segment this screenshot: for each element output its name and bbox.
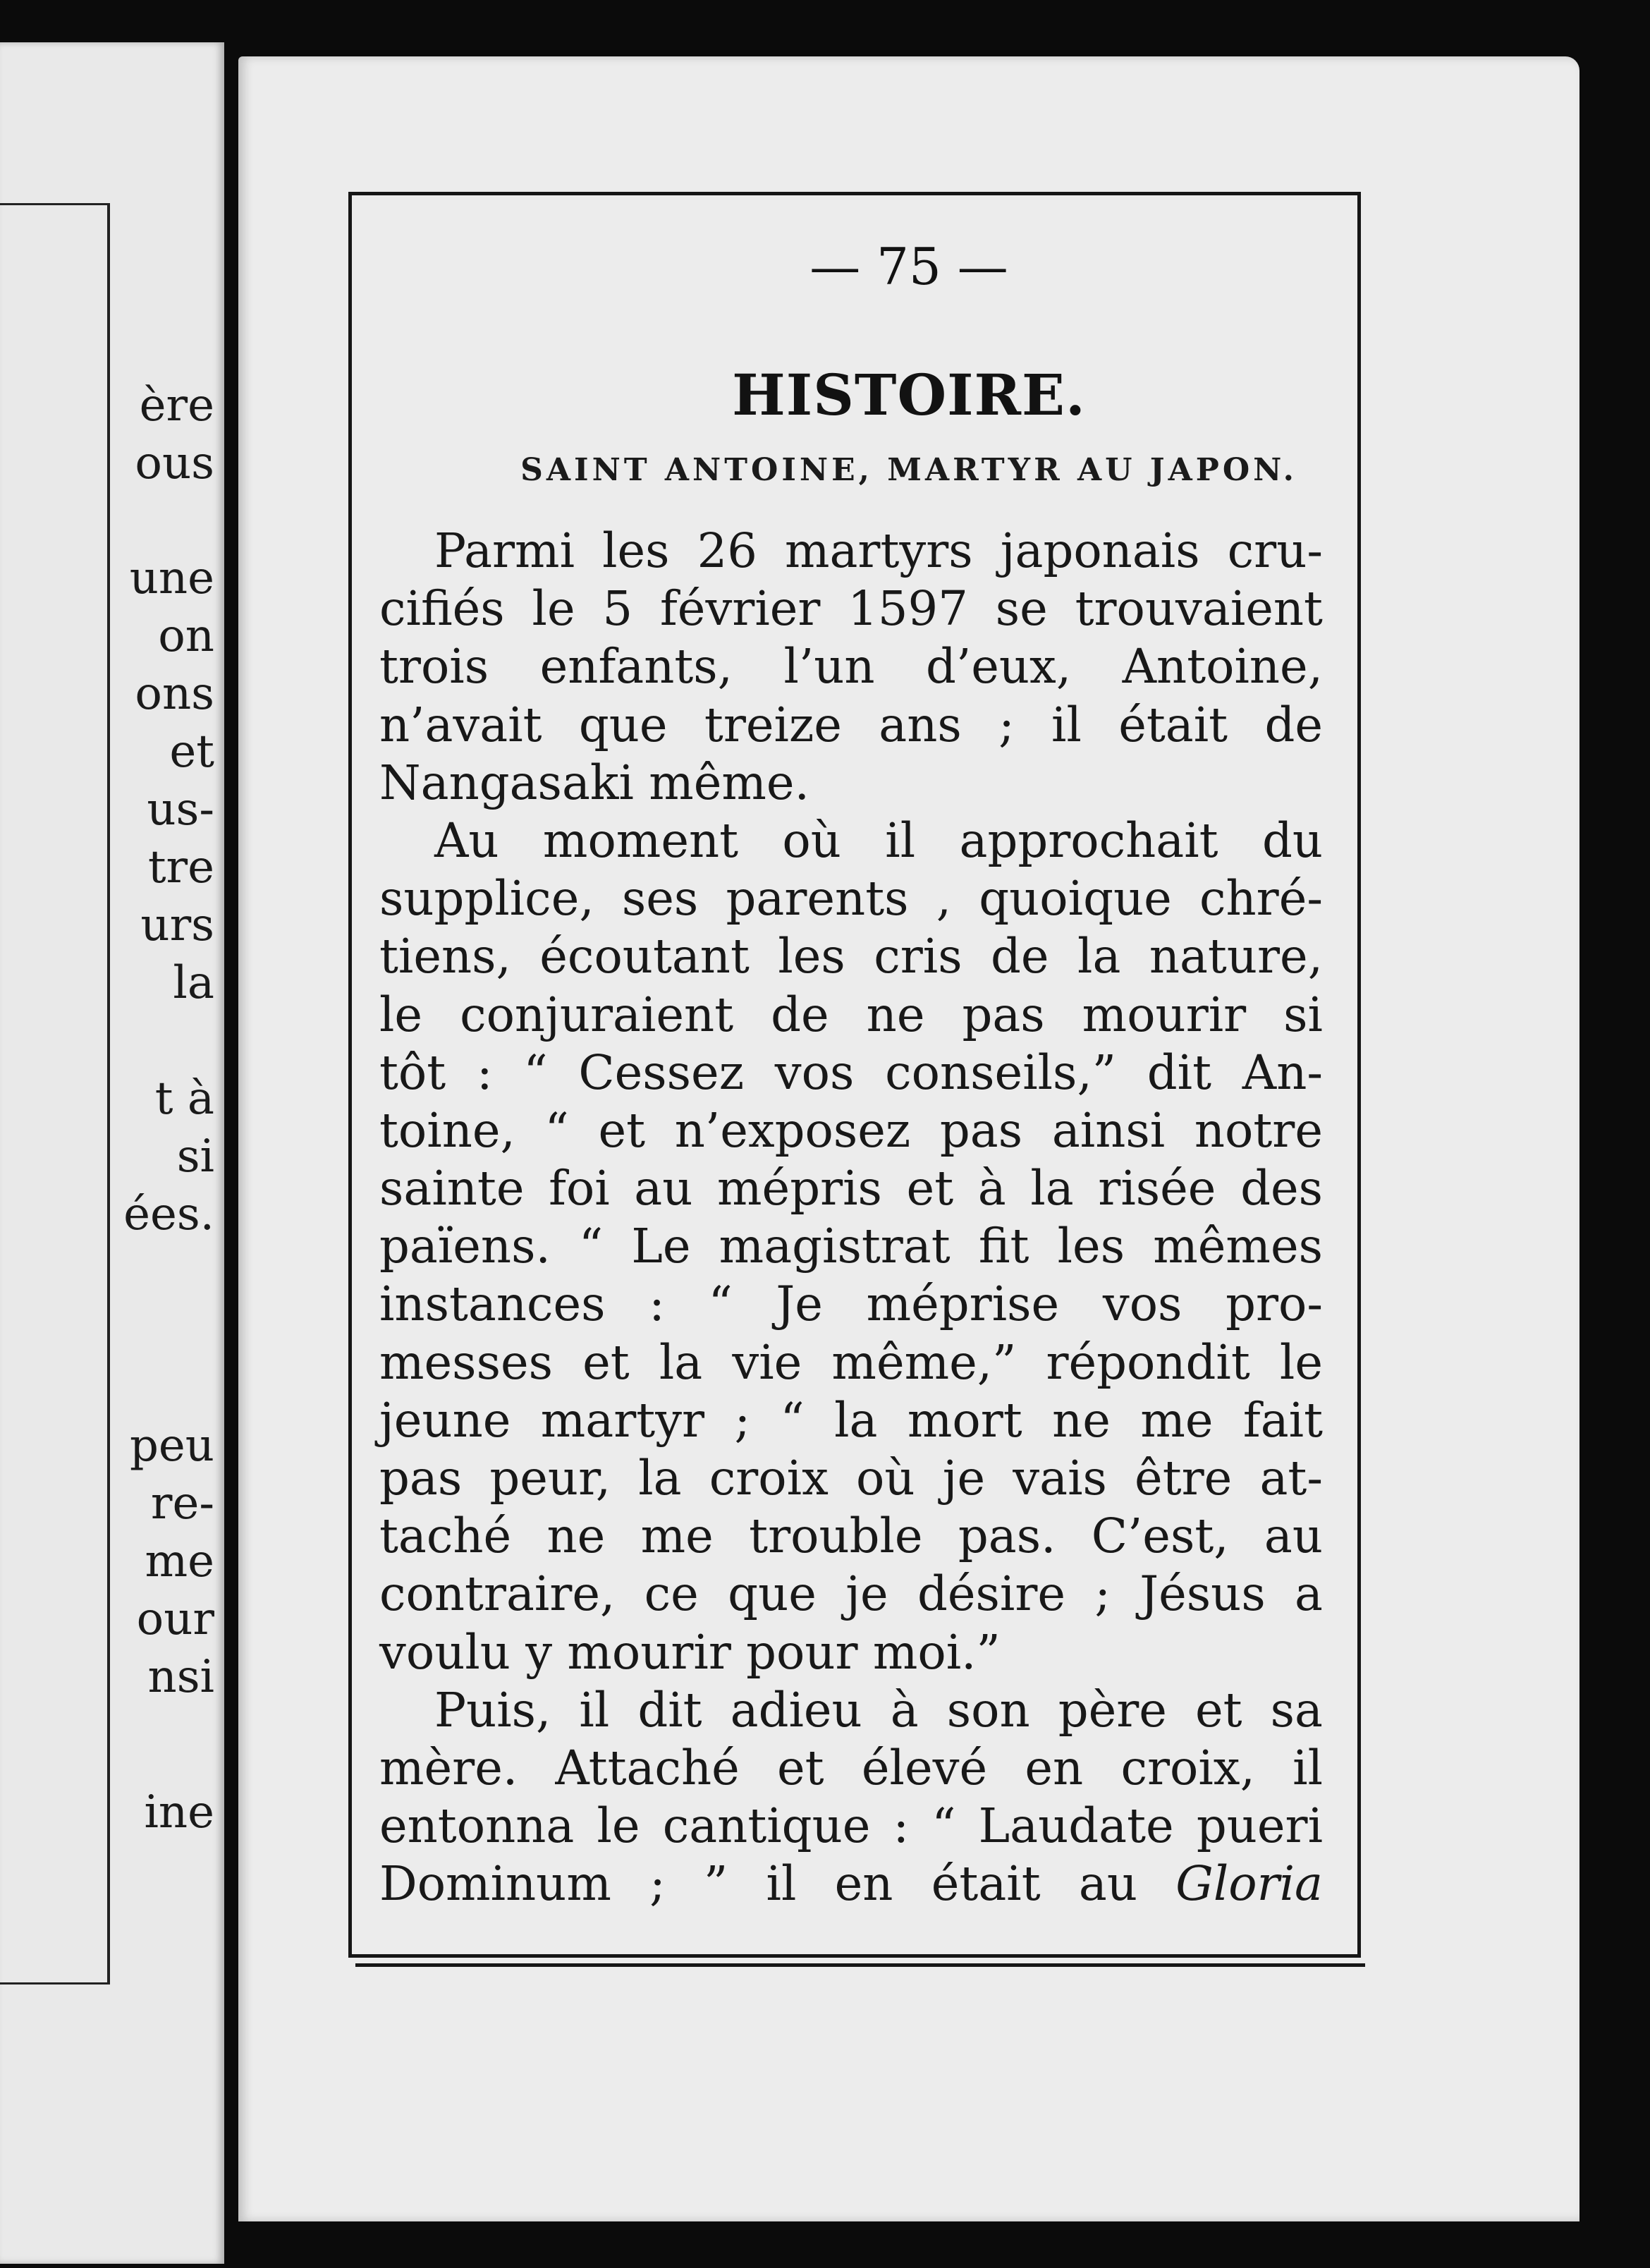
previous-page-fragment: et <box>169 726 214 778</box>
previous-page-fragment: tre <box>147 841 214 894</box>
text-line: Parmi les 26 martyrs japonais cru- <box>434 523 1323 578</box>
text-line: entonna le cantique : “ Laudate pueri <box>379 1798 1323 1854</box>
text-line: voulu y mourir pour moi.” <box>379 1624 1001 1680</box>
text-line: le conjuraient de ne pas mourir si <box>379 987 1323 1042</box>
previous-page-fragment: ées. <box>123 1188 214 1240</box>
text-line: cifiés le 5 février 1597 se trouvaient <box>379 581 1323 637</box>
italic-word: Gloria <box>1175 1856 1323 1912</box>
text-line-start: Dominum ; ” il en était au <box>379 1856 1137 1912</box>
previous-page-frame <box>0 203 110 1984</box>
text-line: instances : “ Je méprise vos pro- <box>379 1276 1323 1332</box>
previous-page-fragment: si <box>176 1130 214 1183</box>
text-line: Puis, il dit adieu à son père et sa <box>434 1682 1323 1738</box>
previous-page-fragment: us- <box>147 784 214 836</box>
previous-page-fragment: ons <box>135 668 214 720</box>
text-line: Nangasaki même. <box>379 755 809 810</box>
book-page <box>238 56 1579 2221</box>
text-line: tiens, écoutant les cris de la nature, <box>379 929 1323 984</box>
previous-page-fragment: ère <box>139 379 214 432</box>
body-text <box>379 522 1323 1913</box>
previous-page-fragment: une <box>129 552 214 604</box>
text-line: sainte foi au mépris et à la risée des <box>379 1161 1323 1217</box>
text-line: Au moment où il approchait du <box>434 812 1323 868</box>
text-line: jeune martyr ; “ la mort ne me fait <box>379 1392 1323 1448</box>
text-line: n’avait que treize ans ; il était de <box>379 697 1323 752</box>
previous-page-fragment: peu <box>129 1420 214 1472</box>
previous-page <box>0 42 224 2264</box>
previous-page-fragment: ine <box>144 1786 214 1839</box>
previous-page-fragment: la <box>173 957 214 1009</box>
previous-page-fragment: re- <box>150 1477 214 1530</box>
text-line: supplice, ses parents , quoique chré- <box>379 871 1323 927</box>
bottom-rule <box>355 1963 1365 1967</box>
previous-page-fragment: on <box>158 610 214 662</box>
text-line: messes et la vie même,” répondit le <box>379 1334 1323 1390</box>
chapter-heading: HISTOIRE. <box>732 362 1086 428</box>
previous-page-fragment: our <box>136 1593 214 1645</box>
previous-page-fragment: nsi <box>147 1651 214 1703</box>
text-line: trois enfants, l’un d’eux, Antoine, <box>379 639 1323 695</box>
text-line: pas peur, la croix où je vais être at- <box>379 1451 1323 1506</box>
previous-page-fragment: urs <box>140 899 214 951</box>
text-line-final <box>379 1855 1323 1913</box>
previous-page-fragment: t à <box>154 1073 214 1125</box>
text-line: contraire, ce que je désire ; Jésus a <box>379 1566 1323 1622</box>
text-line: toine, “ et n’exposez pas ainsi notre <box>379 1102 1323 1158</box>
previous-page-fragment: me <box>145 1535 214 1587</box>
chapter-subheading: SAINT ANTOINE, MARTYR AU JAPON. <box>520 452 1297 488</box>
page-number: — 75 — <box>809 237 1008 296</box>
text-line: mère. Attaché et élevé en croix, il <box>379 1740 1323 1796</box>
text-line: païens. “ Le magistrat fit les mêmes <box>379 1219 1323 1274</box>
previous-page-fragment: ous <box>135 437 214 489</box>
text-line: tôt : “ Cessez vos conseils,” dit An- <box>379 1044 1323 1100</box>
text-line: taché ne me trouble pas. C’est, au <box>379 1508 1323 1564</box>
